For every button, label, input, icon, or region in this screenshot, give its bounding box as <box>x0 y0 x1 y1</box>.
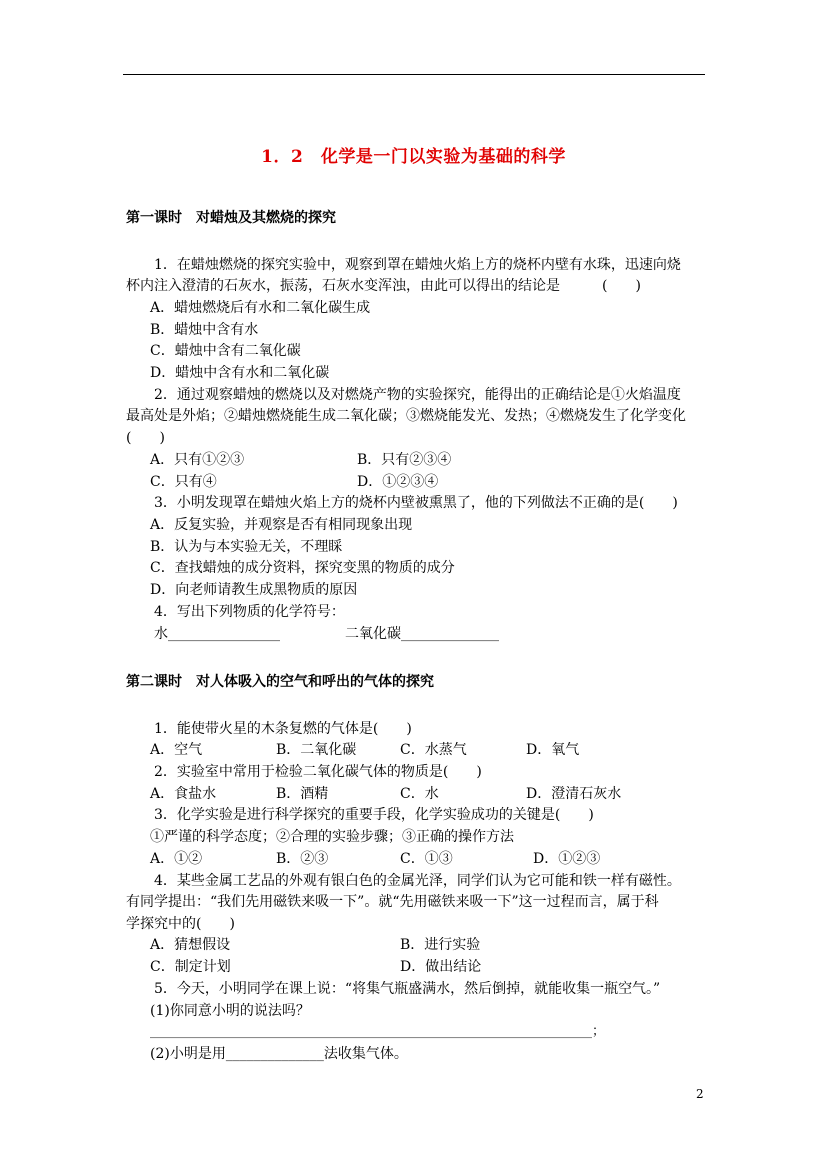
s2-q4-option-a: A．猜想假设 <box>150 937 231 953</box>
s2-q4-option-c: C．制定计划 <box>150 959 231 975</box>
q2-text-line3: ( ) <box>126 430 165 446</box>
s2-q4-text-line2: 有同学提出：“我们先用磁铁来吸一下”。就“先用磁铁来吸一下”这一过程而言，属于科 <box>126 894 659 910</box>
s2-q3-option-c: C．①③ <box>400 851 453 867</box>
s2-q2-option-d: D．澄清石灰水 <box>526 786 622 802</box>
q2-option-c: C．只有④ <box>150 474 217 490</box>
q2-option-b: B．只有②③④ <box>357 452 452 468</box>
q1-option-b: B．蜡烛中含有水 <box>150 322 259 338</box>
q2-option-d: D．①②③④ <box>357 474 439 490</box>
s2-q2-option-b: B．酒精 <box>276 786 329 802</box>
s2-q2-option-c: C．水 <box>400 786 439 802</box>
s2-q1-option-c: C．水蒸气 <box>400 742 467 758</box>
page-number: 2 <box>696 1087 704 1101</box>
section-heading-2: 第二课时 对人体吸入的空气和呼出的气体的探究 <box>126 674 434 690</box>
q3-text-line1: 3．小明发现罩在蜡烛火焰上方的烧杯内壁被熏黑了，他的下列做法不正确的是( ) <box>154 495 678 511</box>
s2-q4-option-b: B．进行实验 <box>400 937 481 953</box>
q3-option-c: C．查找蜡烛的成分资料，探究变黑的物质的成分 <box>150 560 455 576</box>
s2-q1-option-a: A．空气 <box>150 742 203 758</box>
page-title: 1．2 化学是一门以实验为基础的科学 <box>261 147 566 167</box>
q2-text-line2: 最高处是外焰；②蜡烛燃烧能生成二氧化碳；③燃烧能发光、发热；④燃烧发生了化学变化 <box>126 408 686 424</box>
s2-q2-text: 2．实验室中常用于检验二氧化碳气体的物质是( ) <box>154 764 482 780</box>
q4-blank-water: 水________________ <box>154 626 280 642</box>
q4-text-line1: 4．写出下列物质的化学符号： <box>154 604 345 620</box>
s2-q3-option-b: B．②③ <box>276 851 329 867</box>
q1-option-a: A．蜡烛燃烧后有水和二氧化碳生成 <box>150 300 371 316</box>
q3-option-d: D．向老师请教生成黑物质的原因 <box>150 582 358 598</box>
s2-q5-text-line1: 5．今天，小明同学在课上说：“将集气瓶盛满水，然后倒掉，就能收集一瓶空气。” <box>154 981 661 997</box>
s2-q4-option-d: D．做出结论 <box>400 959 482 975</box>
section-heading-1: 第一课时 对蜡烛及其燃烧的探究 <box>126 210 336 226</box>
s2-q1-option-b: B．二氧化碳 <box>276 742 357 758</box>
s2-q5-sub1: (1)你同意小明的说法吗？ <box>150 1003 310 1019</box>
q3-option-b: B．认为与本实验无关，不理睬 <box>150 539 343 555</box>
q2-option-a: A．只有①②③ <box>150 452 245 468</box>
q1-option-d: D．蜡烛中含有水和二氧化碳 <box>150 365 330 381</box>
q4-blank-co2: 二氧化碳______________ <box>345 626 499 642</box>
s2-q3-option-d: D．①②③ <box>533 851 601 867</box>
header-rule <box>123 74 705 75</box>
s2-q2-option-a: A．食盐水 <box>150 786 217 802</box>
q3-option-a: A．反复实验，并观察是否有相同现象出现 <box>150 517 413 533</box>
s2-q4-text-line1: 4．某些金属工艺品的外观有银白色的金属光泽，同学们认为它可能和铁一样有磁性。 <box>154 873 681 889</box>
q1-option-c: C．蜡烛中含有二氧化碳 <box>150 343 301 359</box>
s2-q3-text-line2: ①严谨的科学态度；②合理的实验步骤；③正确的操作方法 <box>150 829 514 845</box>
q1-text-line2: 杯内注入澄清的石灰水，振荡，石灰水变浑浊，由此可以得出的结论是 ( ) <box>126 278 641 294</box>
s2-q1-text: 1．能使带火星的木条复燃的气体是( ) <box>154 721 412 737</box>
s2-q1-option-d: D．氧气 <box>526 742 580 758</box>
q2-text-line1: 2．通过观察蜡烛的燃烧以及对燃烧产物的实验探究，能得出的正确结论是①火焰温度 <box>154 387 681 403</box>
s2-q5-sub2: (2)小明是用______________法收集气体。 <box>150 1046 408 1062</box>
s2-q5-answer-line: ____________________________________________________________________； <box>150 1024 605 1039</box>
q1-text-line1: 1．在蜡烛燃烧的探究实验中，观察到罩在蜡烛火焰上方的烧杯内壁有水珠，迅速向烧 <box>154 257 681 273</box>
s2-q3-option-a: A．①② <box>150 851 203 867</box>
s2-q3-text-line1: 3．化学实验是进行科学探究的重要手段，化学实验成功的关键是( ) <box>154 807 594 823</box>
s2-q4-text-line3: 学探究中的( ) <box>126 916 235 932</box>
